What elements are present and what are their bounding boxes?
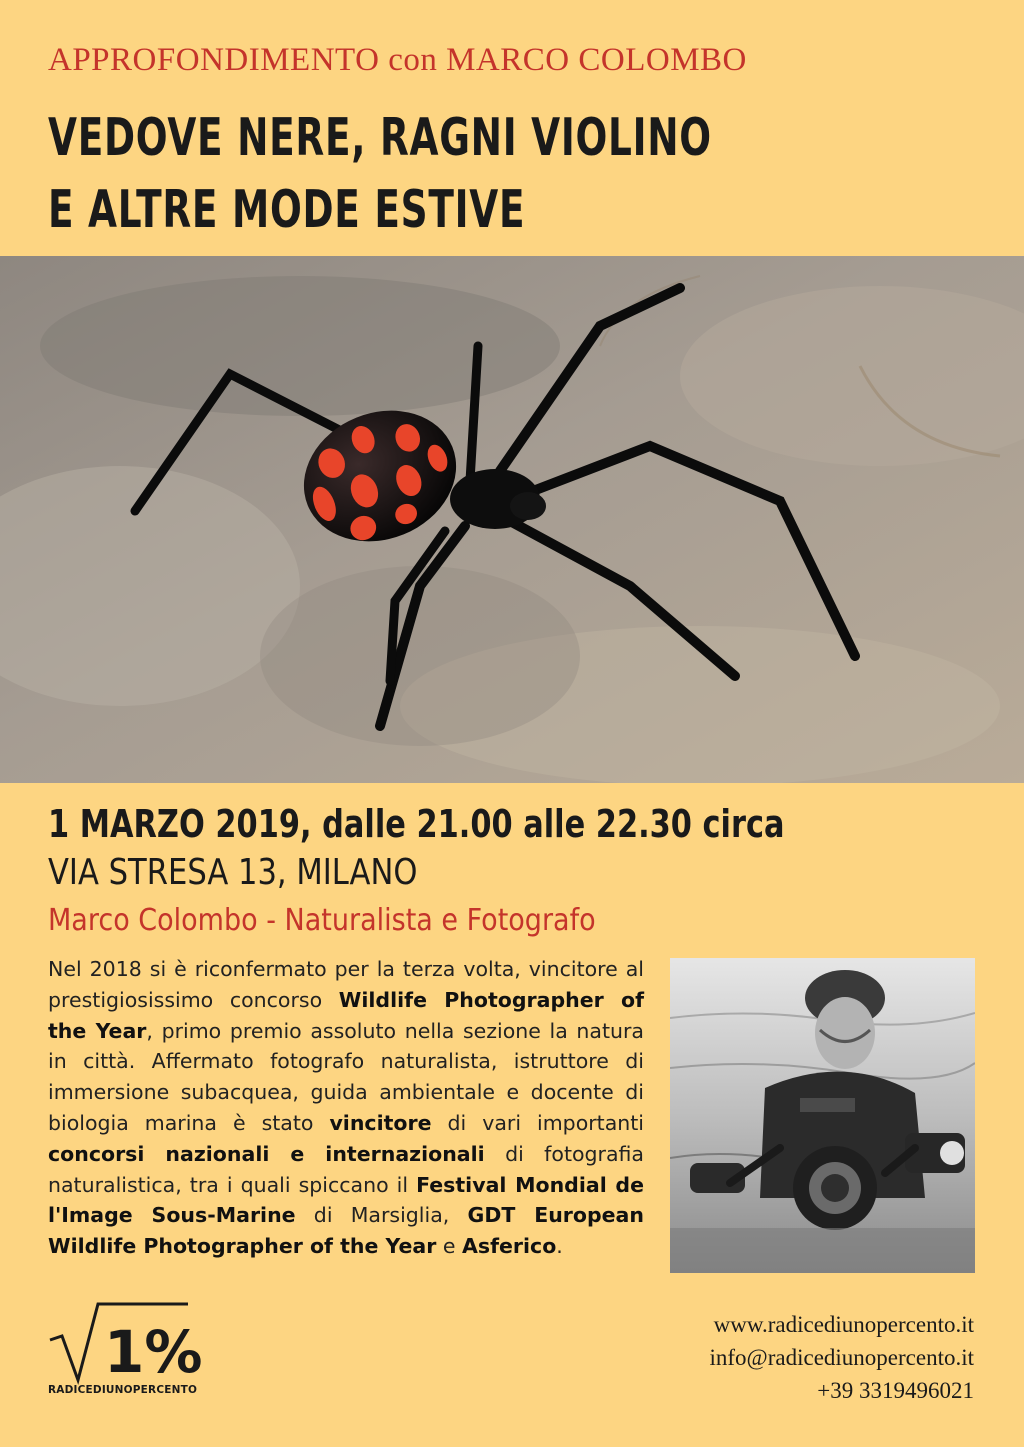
event-datetime	[48, 802, 785, 846]
bio-highlight: Asferico	[462, 1234, 557, 1259]
event-to-word: alle	[523, 802, 586, 846]
speaker-portrait	[670, 958, 975, 1273]
bio-text: .	[556, 1234, 563, 1259]
event-from-word: dalle	[322, 802, 406, 846]
logo-caption: RADICEDIUNOPERCENTO	[48, 1384, 198, 1396]
poster-kicker: APPROFONDIMENTO con MARCO COLOMBO	[48, 42, 747, 78]
speaker-bio	[48, 954, 644, 1262]
bio-highlight: GDT European Wildlife Photographer of the Year	[48, 1203, 644, 1259]
event-end-time: 22.30	[595, 802, 692, 846]
email-link[interactable]: info@radicediunopercento.it	[709, 1345, 974, 1370]
bio-text: , primo premio assoluto nella sezione la natura in città. Affermato fotografo naturalista, istruttore di immersione subacquea, guida ambientale e docente di biologia marina è stato	[48, 1018, 644, 1135]
bio-highlight: vincitore	[329, 1110, 432, 1135]
bio-text: di vari importanti	[431, 1110, 644, 1135]
title-line-2: E ALTRE MODE ESTIVE	[48, 180, 526, 240]
bio-text: e	[436, 1234, 463, 1259]
logo-mark: 1%	[104, 1318, 203, 1386]
title-line-1: VEDOVE NERE, RAGNI VIOLINO	[48, 108, 712, 168]
contacts-block	[710, 1308, 975, 1407]
event-address: VIA STRESA 13, MILANO	[48, 852, 418, 893]
bio-text: di Marsiglia,	[295, 1203, 468, 1228]
bio-text: Nel 2018 si è riconfermato per la terza volta, vincitore al prestigiosissimo concorso	[48, 957, 644, 1012]
bio-highlight: Wildlife Photographer of the Year	[48, 987, 644, 1043]
event-date: 1 MARZO 2019,	[48, 802, 312, 846]
spider-photo	[0, 256, 1024, 783]
bio-highlight: concorsi nazionali e internazionali	[48, 1141, 485, 1166]
poster-title	[48, 102, 712, 246]
speaker-subhead: Marco Colombo - Naturalista e Fotografo	[48, 903, 596, 938]
photographer-portrait-icon	[670, 958, 975, 1273]
phone-number: +39 3319496021	[817, 1378, 974, 1403]
spider-photo-icon	[0, 256, 1024, 783]
bio-text: di fotografia naturalistica, tra i quali spiccano il	[48, 1141, 644, 1197]
event-approx: circa	[702, 802, 785, 846]
bio-highlight: Festival Mondial de l'Image Sous-Marine	[48, 1172, 644, 1228]
website-link[interactable]: www.radicediunopercento.it	[713, 1312, 974, 1337]
event-start-time: 21.00	[416, 802, 513, 846]
